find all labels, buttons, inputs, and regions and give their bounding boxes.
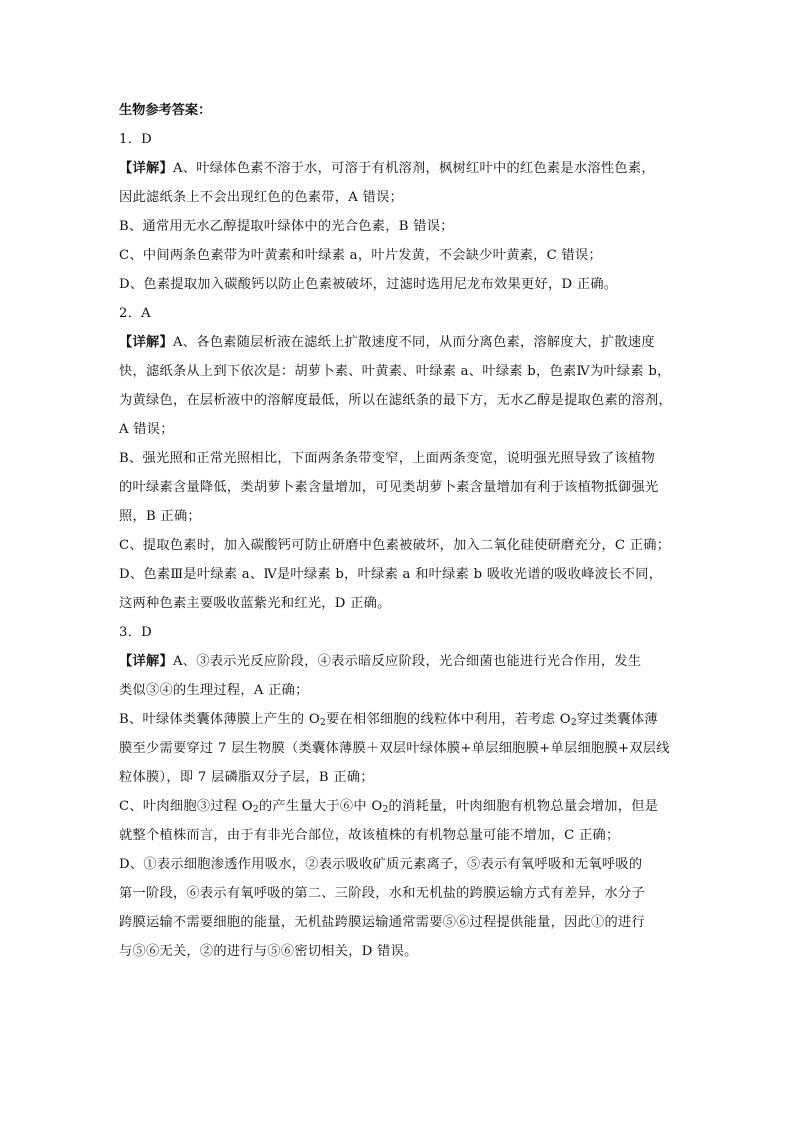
q2-line-5: B、强光照和正常光照相比，下面两条条带变窄，上面两条变宽，说明强光照导致了该植物	[119, 451, 655, 466]
q3-line-8: D、①表示细胞渗透作用吸水，②表示吸收矿质元素离子，⑤表示有氧呼吸和无氧呼吸的	[119, 857, 643, 872]
q3-text-3b: 要在相邻细胞的线粒体中利用，若考虑 O	[325, 712, 571, 727]
q2-line-8: C、提取色素时，加入碳酸钙可防止研磨中色素被破坏，加入二氧化硅使研磨充分，C 正确；	[119, 538, 671, 553]
q1-text-1: A、叶绿体色素不溶于水，可溶于有机溶剂，枫树红叶中的红色素是水溶性色素，	[172, 161, 655, 176]
q2-line-6: 的叶绿素含量降低，类胡萝卜素含量增加，可见类胡萝卜素含量增加有利于该植物抵御强光	[119, 480, 659, 495]
q2-answer: 2．A	[119, 306, 152, 321]
q1-line-1	[119, 154, 689, 183]
q2-line-3: 为黄绿色，在层析液中的溶解度最低，所以在滤纸条的最下方，无水乙醇是提取色素的溶剂，	[119, 393, 672, 408]
q1-tag: 【详解】	[119, 161, 173, 176]
q3-line-5: 粒体膜），即 7 层磷脂双分子层，B 正确；	[119, 770, 374, 785]
subscript-2: 2	[252, 805, 259, 815]
q3-text-6a: C、叶肉细胞③过程 O	[119, 799, 253, 814]
q2-tag: 【详解】	[119, 335, 173, 350]
q3-text-6c: 的消耗量，叶肉细胞有机物总量会增加，但是	[388, 799, 659, 814]
q3-line-7: 就整个植株而言，由于有非光合部位，故该植株的有机物总量可能不增加，C 正确；	[119, 828, 620, 843]
q3-text-3a: B、叶绿体类囊体薄膜上产生的 O	[119, 712, 320, 727]
q3-line-4: 膜至少需要穿过 7 层生物膜（类囊体薄膜＋双层叶绿体膜+单层细胞膜+单层细胞膜+双层线	[119, 741, 670, 756]
q1-line-5: D、色素提取加入碳酸钙以防止色素被破坏，过滤时选用尼龙布效果更好，D 正确。	[119, 277, 618, 292]
q3-text-1: A、③表示光反应阶段，④表示暗反应阶段，光合细菌也能进行光合作用，发生	[172, 654, 642, 669]
q3-line-3	[119, 705, 689, 734]
subscript-2: 2	[319, 718, 326, 728]
q1-line-4: C、中间两条色素带为叶黄素和叶绿素 a，叶片发黄，不会缺少叶黄素，C 错误；	[119, 248, 603, 263]
q3-text-6b: 的产生量大于⑥中 O	[258, 799, 383, 814]
doc-title: 生物参考答案：	[119, 103, 212, 118]
q3-line-2: 类似③④的生理过程，A 正确；	[119, 683, 309, 698]
q3-line-6	[119, 792, 689, 821]
q1-line-3: B、通常用无水乙醇提取叶绿体中的光合色素，B 错误；	[119, 219, 454, 234]
q2-line-2: 快，滤纸条从上到下依次是：胡萝卜素、叶黄素、叶绿素 a、叶绿素 b，色素Ⅳ为叶绿素 b，	[119, 364, 671, 379]
subscript-2: 2	[570, 718, 577, 728]
q1-line-2: 因此滤纸条上不会出现红色的色素带，A 错误；	[119, 190, 404, 205]
q3-answer: 3．D	[119, 625, 153, 640]
q2-line-9: D、色素Ⅲ是叶绿素 a、Ⅳ是叶绿素 b，叶绿素 a 和叶绿素 b 吸收光谱的吸收峰波长不同，	[119, 567, 663, 582]
q3-line-10: 跨膜运输不需要细胞的能量，无机盐跨膜运输通常需要⑤⑥过程提供能量，因此①的进行	[119, 915, 646, 930]
q3-line-1	[119, 647, 689, 676]
q2-line-1	[119, 328, 689, 357]
subscript-2: 2	[382, 805, 389, 815]
q1-answer: 1．D	[119, 132, 153, 147]
q2-line-4: A 错误；	[119, 422, 174, 437]
q3-line-9: 第一阶段，⑥表示有氧呼吸的第二、三阶段，水和无机盐的跨膜运输方式有差异，水分子	[119, 886, 646, 901]
q2-line-7: 照，B 正确；	[119, 509, 201, 524]
q2-text-1: A、各色素随层析液在滤纸上扩散速度不同，从而分离色素，溶解度大，扩散速度	[172, 335, 655, 350]
q3-tag: 【详解】	[119, 654, 173, 669]
q2-line-10: 这两种色素主要吸收蓝紫光和红光，D 正确。	[119, 596, 391, 611]
q3-text-3c: 穿过类囊体薄	[576, 712, 658, 727]
answer-document	[119, 96, 689, 966]
q3-line-11: 与⑤⑥无关，②的进行与⑤⑥密切相关，D 错误。	[119, 944, 418, 959]
